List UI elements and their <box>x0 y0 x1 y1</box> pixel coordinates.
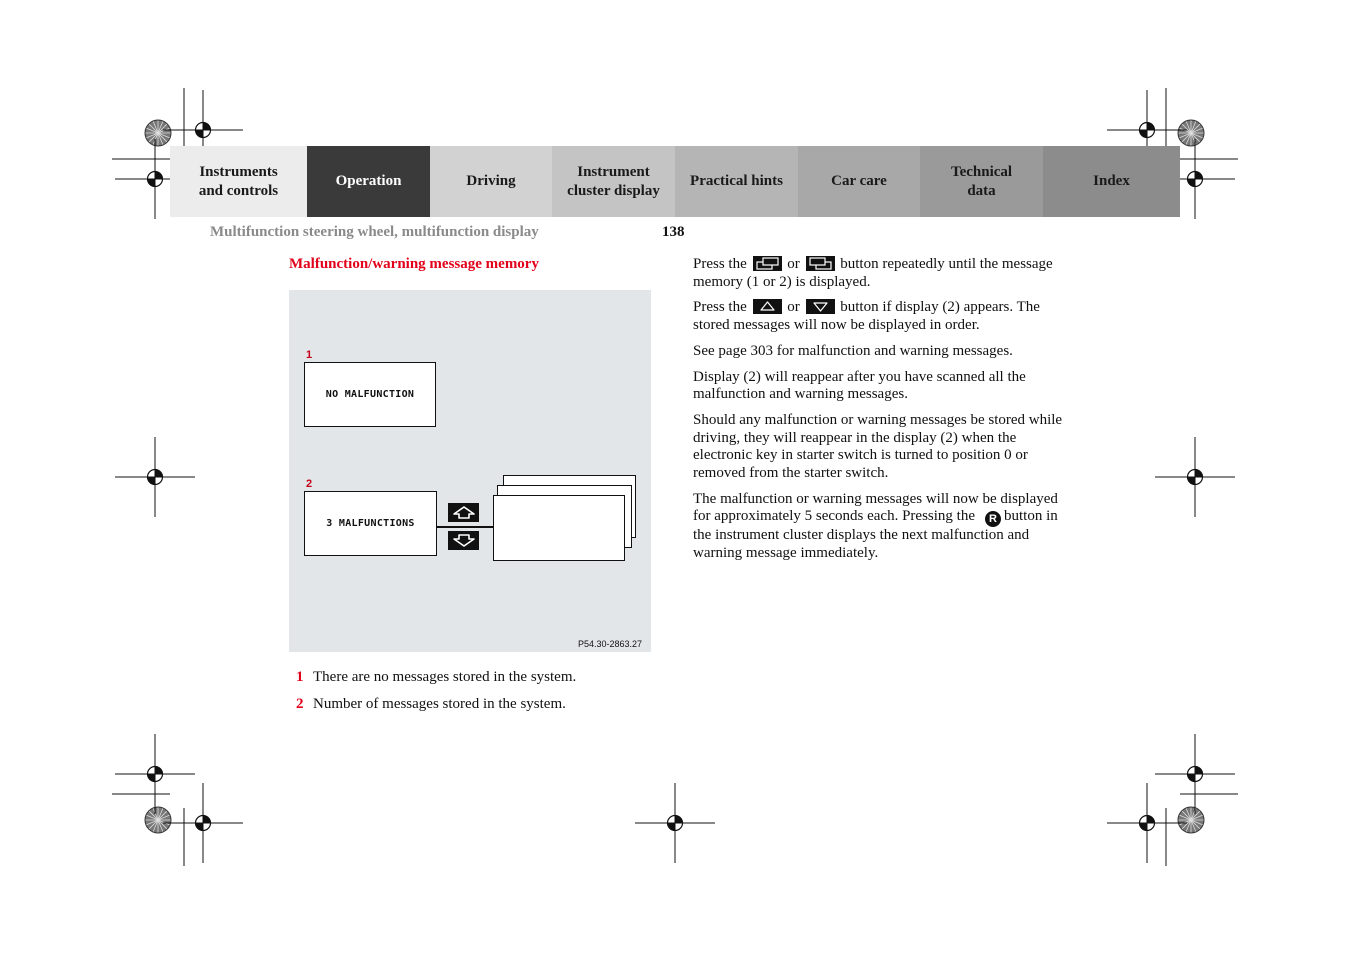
tab-index[interactable] <box>1043 146 1180 217</box>
caption-1 <box>296 668 576 686</box>
tab-practical-hints[interactable] <box>675 146 798 217</box>
up-arrow-icon <box>448 503 479 522</box>
tab-label: Index <box>1093 173 1130 189</box>
tab-label: Car care <box>831 173 887 189</box>
tab-driving[interactable] <box>430 146 552 217</box>
display-text: NO MALFUNCTION <box>325 389 415 400</box>
display-select-right-icon <box>806 256 835 271</box>
paragraph: See page 303 for malfunction and warning messages. <box>693 342 1013 359</box>
down-arrow-icon <box>448 531 479 550</box>
display-malfunction-count <box>304 491 437 556</box>
section-title: Multifunction steering wheel, multifunction display <box>210 224 539 240</box>
paragraph <box>693 256 1073 291</box>
text: Press the <box>693 299 747 316</box>
text: Press the <box>693 256 747 272</box>
page-number: 138 <box>662 224 685 240</box>
paragraph <box>693 491 1073 563</box>
display-illustration <box>289 290 651 652</box>
caption-2 <box>296 695 566 713</box>
figure-label-2: 2 <box>306 478 313 490</box>
text: button in the instrument cluster displays the next malfunction and warning message immediately. <box>693 508 1058 562</box>
display-no-malfunction <box>304 362 436 427</box>
tab-label: Operation <box>335 173 402 189</box>
tab-car-care[interactable] <box>798 146 920 217</box>
message-card-front <box>493 495 625 561</box>
caption-text: There are no messages stored in the system. <box>313 669 577 685</box>
tab-label: Driving <box>466 173 516 189</box>
paragraph: Should any malfunction or warning messages be stored while driving, they will reappear in the display (2) when the electronic key in starter switch is turned to position 0 or removed from the starter switch. <box>693 411 1063 482</box>
paragraph: Display (2) will reappear after you have scanned all the malfunction and warning messages. <box>693 368 1026 403</box>
section-heading: Malfunction/warning message memory <box>289 256 539 272</box>
tab-label: Technical data <box>950 163 1013 199</box>
display-select-left-icon <box>753 256 782 271</box>
tab-label: Practical hints <box>690 173 783 189</box>
caption-number: 1 <box>296 669 304 685</box>
scroll-down-icon <box>806 299 835 314</box>
tab-label: Instruments and controls <box>198 163 279 199</box>
tab-operation[interactable] <box>307 146 430 217</box>
text: button if display (2) appears. The stored messages will now be displayed in order. <box>693 299 1040 334</box>
tab-instruments-and-controls[interactable] <box>170 146 307 217</box>
chapter-tab-bar <box>170 146 1180 217</box>
tab-technical-data[interactable] <box>920 146 1043 217</box>
reset-button-icon: R <box>985 511 1001 527</box>
text: or <box>787 299 800 316</box>
text: or <box>787 256 800 272</box>
tab-label: Instrument cluster display <box>567 163 660 199</box>
paragraph <box>693 299 1073 334</box>
display-text: 3 MALFUNCTIONS <box>326 518 415 529</box>
caption-number: 2 <box>296 696 304 712</box>
tab-instrument-cluster-display[interactable] <box>552 146 675 217</box>
connector-line <box>437 526 493 528</box>
scroll-up-icon <box>753 299 782 314</box>
text: button repeatedly until the message memory (1 or 2) is displayed. <box>693 256 1053 290</box>
caption-text: Number of messages stored in the system. <box>313 696 566 712</box>
figure-code: P54.30-2863.27 <box>577 639 642 649</box>
figure-label-1: 1 <box>306 349 313 361</box>
body-text <box>693 256 1073 571</box>
text: The malfunction or warning messages will now be displayed for approximately 5 seconds each. Pressing the <box>693 490 1058 525</box>
